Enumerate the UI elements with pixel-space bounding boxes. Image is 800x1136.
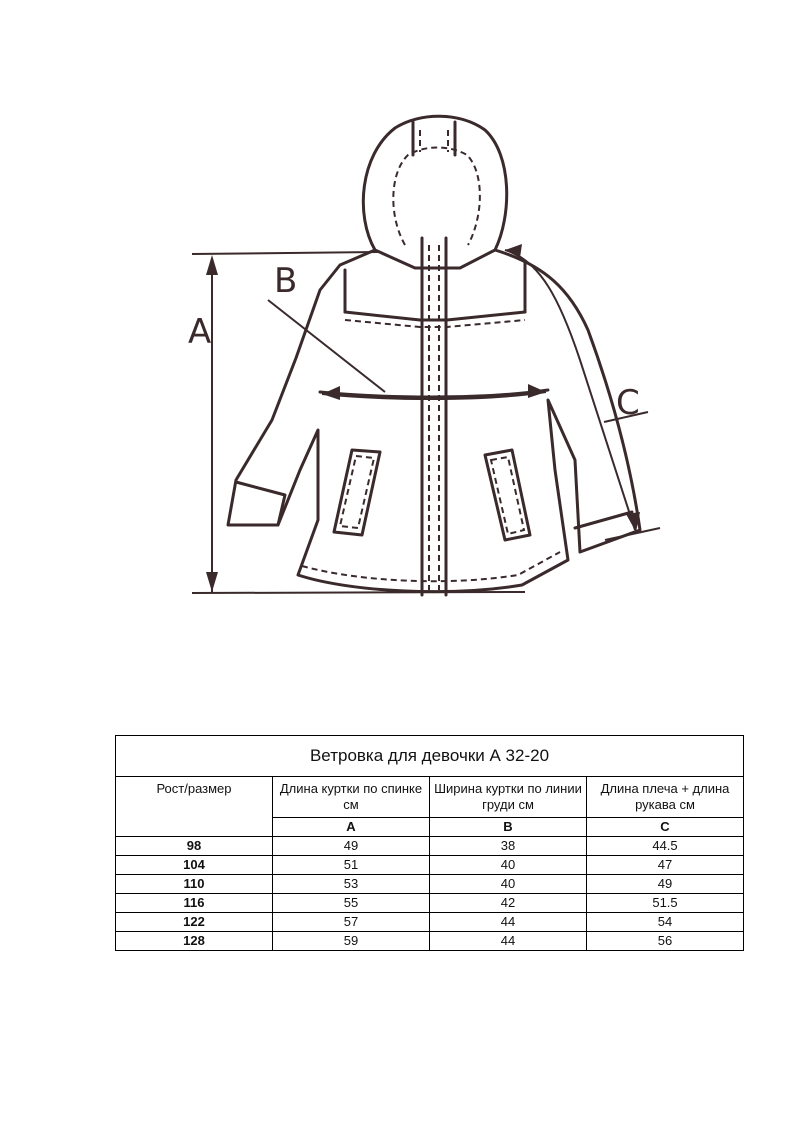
hem-stitch <box>302 552 560 581</box>
jacket-body-outline <box>228 250 640 592</box>
value-a: 59 <box>273 932 430 951</box>
value-b: 42 <box>430 894 587 913</box>
cuff-left <box>236 482 285 525</box>
value-a: 57 <box>273 913 430 932</box>
hood-inner-stitch <box>393 148 480 246</box>
value-c: 49 <box>587 875 744 894</box>
column-header-a: Длина куртки по спинке см <box>273 777 430 818</box>
pocket-left-stitch <box>340 456 374 528</box>
label-b: B <box>274 261 298 301</box>
table-row <box>116 894 744 913</box>
column-letter-b: B <box>430 818 587 837</box>
dimension-c-arrow-bottom <box>626 512 640 532</box>
value-c: 56 <box>587 932 744 951</box>
value-b: 38 <box>430 837 587 856</box>
value-b: 40 <box>430 875 587 894</box>
value-b: 44 <box>430 932 587 951</box>
column-letter-a: A <box>273 818 430 837</box>
cuff-right <box>575 512 632 528</box>
dimension-a-arrow-top <box>206 255 218 275</box>
value-c: 51.5 <box>587 894 744 913</box>
table-title: Ветровка для девочки А 32-20 <box>116 736 744 777</box>
column-header-b: Ширина куртки по линии груди см <box>430 777 587 818</box>
value-c: 47 <box>587 856 744 875</box>
zipper-stitch <box>429 245 439 590</box>
dimension-c-bottom <box>605 528 660 540</box>
value-a: 53 <box>273 875 430 894</box>
value-a: 49 <box>273 837 430 856</box>
size-cell: 128 <box>116 932 273 951</box>
table-header-row <box>116 777 744 818</box>
value-a: 55 <box>273 894 430 913</box>
value-c: 54 <box>587 913 744 932</box>
hood-outline <box>363 116 506 268</box>
column-header-c: Длина плеча + длина рукава см <box>587 777 744 818</box>
label-c: C <box>616 383 640 423</box>
table-row <box>116 856 744 875</box>
dimension-a-arrow-bottom <box>206 572 218 592</box>
size-cell: 104 <box>116 856 273 875</box>
table-row <box>116 837 744 856</box>
size-cell: 116 <box>116 894 273 913</box>
zipper-placket <box>422 238 446 595</box>
table-row <box>116 932 744 951</box>
dimension-b-arrow-left <box>322 386 340 400</box>
value-a: 51 <box>273 856 430 875</box>
value-c: 44.5 <box>587 837 744 856</box>
table-title-row <box>116 736 744 777</box>
size-cell: 110 <box>116 875 273 894</box>
dimension-a-top <box>192 252 378 254</box>
row-header: Рост/размер <box>116 777 273 837</box>
size-table <box>115 735 744 951</box>
size-cell: 122 <box>116 913 273 932</box>
label-a: A <box>188 312 212 352</box>
table-row <box>116 913 744 932</box>
yoke-seam <box>345 312 525 320</box>
column-letter-c: C <box>587 818 744 837</box>
size-cell: 98 <box>116 837 273 856</box>
dimension-b-arrow-right <box>528 384 546 398</box>
dimension-a-bottom <box>192 592 525 593</box>
table-row <box>116 875 744 894</box>
value-b: 44 <box>430 913 587 932</box>
value-b: 40 <box>430 856 587 875</box>
